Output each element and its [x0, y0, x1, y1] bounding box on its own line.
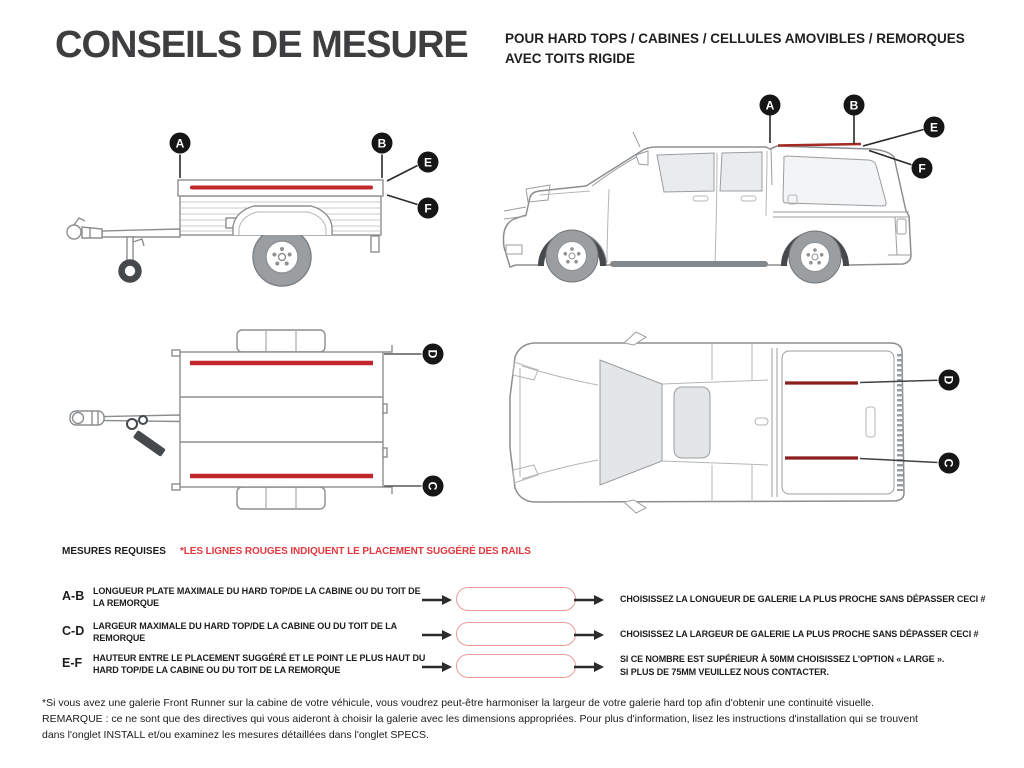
measurement-key: A-B [62, 589, 85, 603]
measurement-key: C-D [62, 624, 85, 638]
measurement-input-c-d[interactable] [456, 622, 576, 646]
marker-e-label: E [929, 120, 939, 135]
truck-side-view-diagram [490, 85, 1024, 300]
marker-c-label: C [425, 481, 440, 491]
trailer-top-art [70, 330, 392, 509]
marker-e-label: E [423, 155, 433, 170]
measurement-key: E-F [62, 656, 83, 670]
footer-line-2: REMARQUE : ce ne sont que des directives qui vous aideront à choisir la galerie avec les dimensions appropriées. Pour plus d'information, lisez les instructions d'installation qui se trouvent [42, 713, 918, 725]
page-subtitle [505, 29, 965, 69]
marker-a-label: A [765, 98, 775, 113]
truck-top-view-diagram [500, 330, 970, 515]
marker-c-label: C [941, 458, 956, 468]
truck-side-art [503, 132, 911, 283]
measurement-row-a-b [62, 584, 1012, 616]
marker-a-label: A [175, 136, 185, 151]
measurements-section-label: MESURES REQUISES [62, 546, 166, 557]
footer-line-1: *Si vous avez une galerie Front Runner sur la cabine de votre véhicule, vous voudrez peut-être harmoniser la largeur de votre galerie hard top afin d'obtenir une continuité visuelle. [42, 697, 874, 709]
trailer-top-view-diagram [40, 320, 470, 520]
footer-note [42, 695, 1002, 743]
measurement-instruction: CHOISISSEZ LA LARGEUR DE GALERIE LA PLUS PROCHE SANS DÉPASSER CECI # [620, 629, 979, 639]
truck-top-art [510, 332, 904, 513]
marker-b-label: B [377, 136, 387, 151]
arrow-right-icon [574, 629, 604, 641]
marker-f-label: F [424, 201, 432, 216]
marker-d-label: D [941, 375, 956, 385]
measurement-row-e-f [62, 651, 1012, 683]
measurement-input-a-b[interactable] [456, 587, 576, 611]
footer-line-3: dans l'onglet INSTALL et/ou examinez les mesures détaillées dans l'onglet SPECS. [42, 729, 429, 741]
instruction-line-1: SI CE NOMBRE EST SUPÉRIEUR À 50MM CHOISISSEZ L'OPTION « LARGE ». [620, 654, 945, 664]
subtitle-line-2: AVEC TOITS RIGIDE [505, 51, 636, 66]
trailer-top-marker-lines [384, 354, 422, 486]
marker-b-label: B [849, 98, 859, 113]
trailer-side-view-diagram [30, 95, 470, 315]
rail-placement-note: *LES LIGNES ROUGES INDIQUENT LE PLACEMENT SUGGÉRÉ DES RAILS [180, 546, 531, 557]
measurement-description: LARGEUR MAXIMALE DU HARD TOP/DE LA CABINE OU DU TOIT DE LA REMORQUE [93, 621, 397, 643]
instruction-line-2: SI PLUS DE 75MM VEUILLEZ NOUS CONTACTER. [620, 667, 829, 677]
subtitle-line-1: POUR HARD TOPS / CABINES / CELLULES AMOVIBLES / REMORQUES [505, 31, 965, 46]
measurement-instruction: CHOISISSEZ LA LONGUEUR DE GALERIE LA PLUS PROCHE SANS DÉPASSER CECI # [620, 594, 986, 604]
measurement-description: LONGUEUR PLATE MAXIMALE DU HARD TOP/DE LA CABINE OU DU TOIT DE LA REMORQUE [93, 586, 421, 608]
page-title: CONSEILS DE MESURE [55, 24, 468, 66]
rail-placement-line-canopy [778, 144, 861, 146]
arrow-right-icon [422, 594, 452, 606]
trailer-side-art [67, 180, 383, 286]
measurement-row-c-d [62, 619, 1012, 651]
arrow-right-icon [422, 661, 452, 673]
arrow-right-icon [574, 661, 604, 673]
marker-d-label: D [425, 349, 440, 359]
marker-f-label: F [918, 161, 926, 176]
measurement-input-e-f[interactable] [456, 654, 576, 678]
measurement-instruction [620, 653, 1018, 679]
measurement-description: HAUTEUR ENTRE LE PLACEMENT SUGGÉRÉ ET LE POINT LE PLUS HAUT DU HARD TOP/DE LA CABINE OU DU TOIT DE LA REMORQUE [93, 653, 426, 675]
arrow-right-icon [422, 629, 452, 641]
arrow-right-icon [574, 594, 604, 606]
